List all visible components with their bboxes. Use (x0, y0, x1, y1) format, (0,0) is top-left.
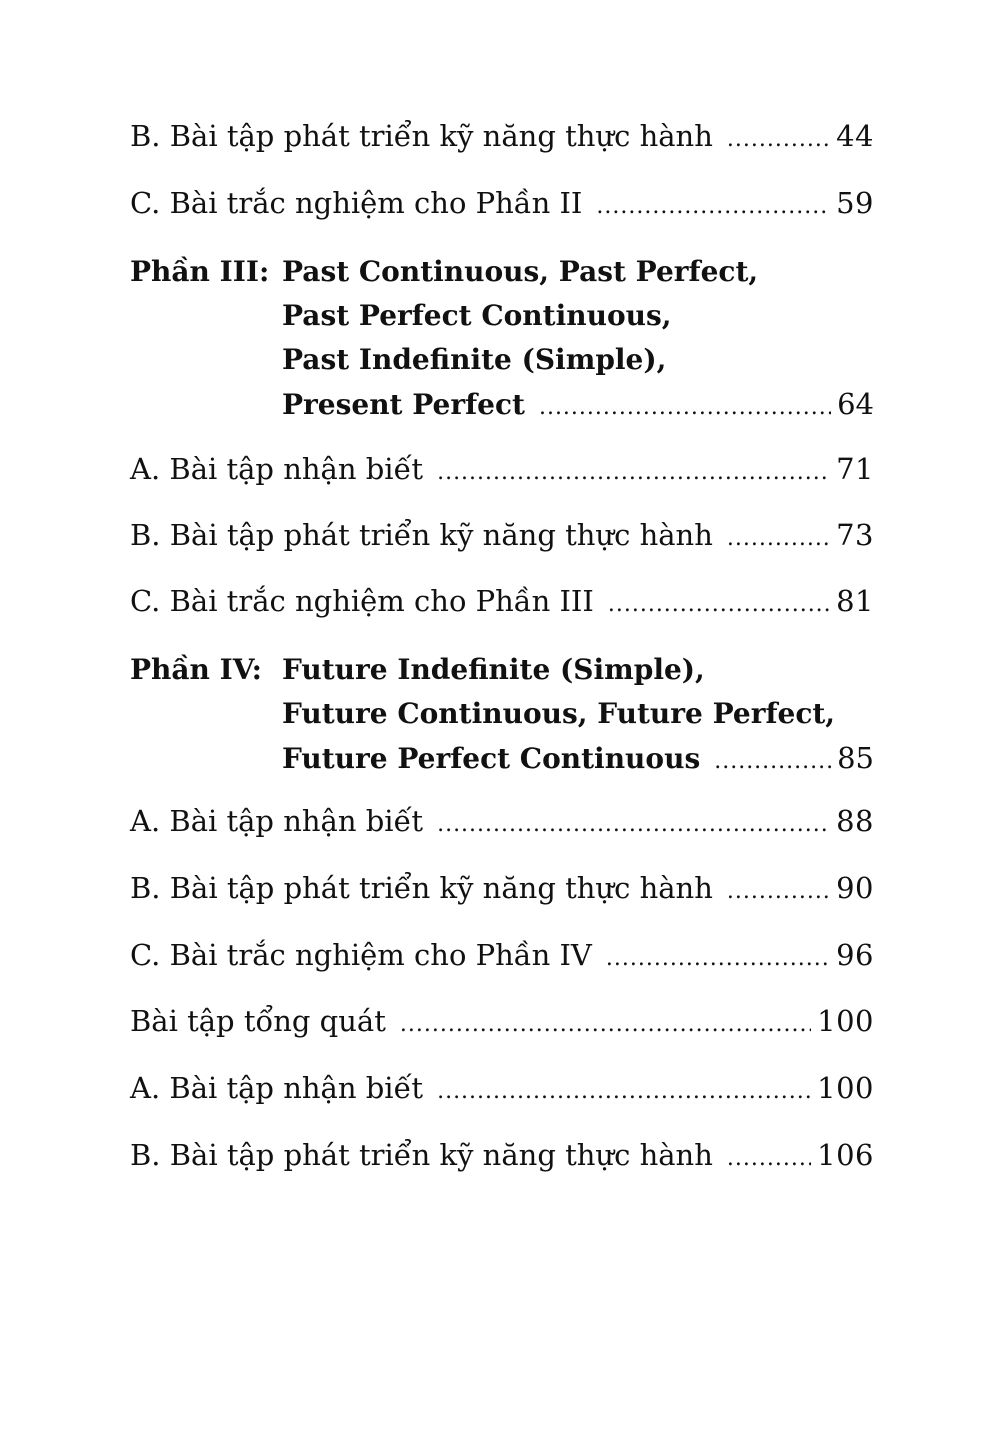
part-number: Phần IV: (130, 653, 263, 686)
toc-entry-page-number: 73 (836, 518, 874, 552)
part-title-line: Past Indefinite (Simple), (282, 343, 667, 376)
dot-leader (437, 456, 830, 490)
toc-entry-page-number: 85 (837, 741, 874, 775)
toc-entry[interactable] (130, 1071, 874, 1109)
dot-leader (400, 1008, 811, 1042)
toc-entry-page-number: 96 (836, 938, 874, 972)
toc-entry-label: A. Bài tập nhận biết (130, 1071, 424, 1105)
toc-entry-page-number: 71 (836, 452, 874, 486)
toc-entry[interactable] (130, 804, 874, 842)
toc-entry[interactable] (130, 119, 874, 157)
toc-entry-label: C. Bài trắc nghiệm cho Phần II (130, 186, 583, 220)
toc-entry-label: A. Bài tập nhận biết (130, 452, 424, 486)
part-title-line: Future Perfect Continuous (282, 742, 701, 775)
part-title-last-line (282, 382, 874, 430)
dot-leader (727, 522, 830, 556)
dot-leader (437, 1075, 811, 1109)
toc-entry-page-number: 100 (817, 1071, 874, 1105)
toc-entry-label: A. Bài tập nhận biết (130, 804, 424, 838)
toc-entry[interactable] (130, 938, 874, 976)
toc-entry-page-number: 44 (836, 119, 874, 153)
dot-leader (437, 808, 830, 842)
toc-entry-label: C. Bài trắc nghiệm cho Phần III (130, 584, 594, 618)
toc-entry[interactable] (130, 584, 874, 622)
dot-leader (714, 740, 831, 784)
toc-entry-label: Bài tập tổng quát (130, 1004, 386, 1038)
toc-entry-page-number: 59 (836, 186, 874, 220)
part-number: Phần III: (130, 255, 270, 288)
toc-part-heading[interactable] (130, 250, 874, 426)
dot-leader (596, 190, 830, 224)
toc-entry[interactable] (130, 186, 874, 224)
toc-entry-label: B. Bài tập phát triển kỹ năng thực hành (130, 1138, 713, 1172)
part-title-last-line (282, 736, 874, 784)
toc-entry-label: B. Bài tập phát triển kỹ năng thực hành (130, 518, 713, 552)
toc-entry[interactable] (130, 1138, 874, 1176)
toc-entry[interactable] (130, 1004, 874, 1042)
toc-entry-page-number: 100 (817, 1004, 874, 1038)
toc-entry-page-number: 81 (836, 584, 874, 618)
toc-entry[interactable] (130, 452, 874, 490)
part-title-line: Present Perfect (282, 388, 525, 421)
dot-leader (727, 1142, 811, 1176)
part-title-line: Past Perfect Continuous, (282, 299, 672, 332)
dot-leader (727, 875, 830, 909)
dot-leader (539, 386, 831, 430)
toc-entry-page-number: 88 (836, 804, 874, 838)
toc-entry[interactable] (130, 518, 874, 556)
part-title-line: Past Continuous, Past Perfect, (282, 255, 759, 288)
part-title-line: Future Continuous, Future Perfect, (282, 697, 836, 730)
toc-entry[interactable] (130, 871, 874, 909)
toc-entry-page-number: 106 (817, 1138, 874, 1172)
toc-entry-page-number: 64 (837, 387, 874, 421)
toc-entry-label: C. Bài trắc nghiệm cho Phần IV (130, 938, 592, 972)
toc-entry-label: B. Bài tập phát triển kỹ năng thực hành (130, 119, 713, 153)
toc-entry-label: B. Bài tập phát triển kỹ năng thực hành (130, 871, 713, 905)
dot-leader (606, 942, 830, 976)
toc-part-heading[interactable] (130, 648, 874, 780)
toc-entry-page-number: 90 (836, 871, 874, 905)
dot-leader (727, 123, 830, 157)
dot-leader (608, 588, 830, 622)
part-title-line: Future Indefinite (Simple), (282, 653, 705, 686)
